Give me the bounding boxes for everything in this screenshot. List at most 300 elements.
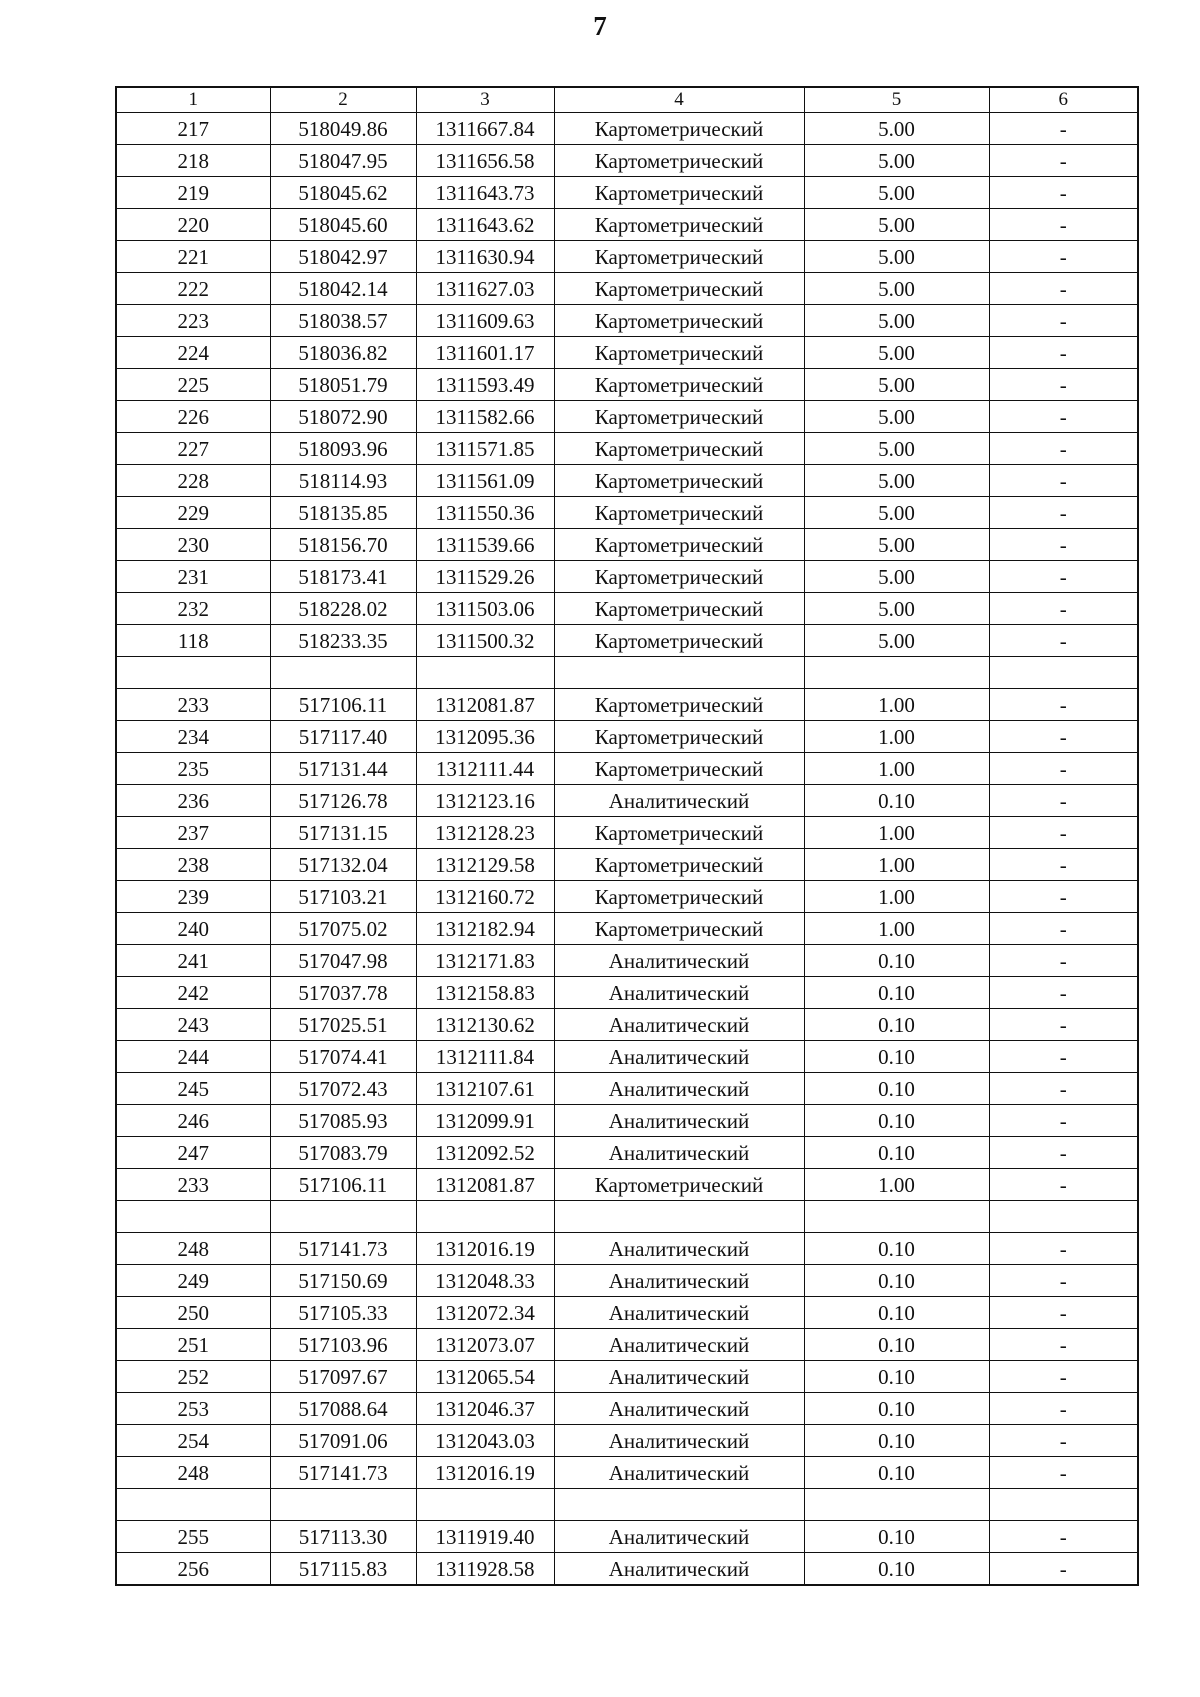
point-number-cell: 242 bbox=[116, 977, 270, 1009]
accuracy-cell: 1.00 bbox=[804, 913, 989, 945]
y-coordinate-cell bbox=[416, 657, 554, 689]
method-cell: Аналитический bbox=[554, 785, 804, 817]
table-row bbox=[116, 913, 1138, 945]
accuracy-cell: 0.10 bbox=[804, 1425, 989, 1457]
point-number-cell: 252 bbox=[116, 1361, 270, 1393]
table-row bbox=[116, 1073, 1138, 1105]
x-coordinate-cell: 518093.96 bbox=[270, 433, 416, 465]
point-number-cell: 255 bbox=[116, 1521, 270, 1553]
x-coordinate-cell: 518072.90 bbox=[270, 401, 416, 433]
accuracy-cell: 5.00 bbox=[804, 561, 989, 593]
x-coordinate-cell: 517097.67 bbox=[270, 1361, 416, 1393]
point-number-cell: 227 bbox=[116, 433, 270, 465]
accuracy-cell: 5.00 bbox=[804, 465, 989, 497]
x-coordinate-cell: 517072.43 bbox=[270, 1073, 416, 1105]
point-number-cell: 222 bbox=[116, 273, 270, 305]
header-cell-3: 3 bbox=[416, 87, 554, 113]
description-cell: - bbox=[989, 1425, 1138, 1457]
table-row bbox=[116, 401, 1138, 433]
table-row bbox=[116, 465, 1138, 497]
accuracy-cell: 0.10 bbox=[804, 1361, 989, 1393]
x-coordinate-cell: 517083.79 bbox=[270, 1137, 416, 1169]
method-cell: Картометрический bbox=[554, 465, 804, 497]
method-cell: Картометрический bbox=[554, 561, 804, 593]
y-coordinate-cell: 1312072.34 bbox=[416, 1297, 554, 1329]
method-cell: Картометрический bbox=[554, 369, 804, 401]
y-coordinate-cell: 1312016.19 bbox=[416, 1457, 554, 1489]
description-cell: - bbox=[989, 369, 1138, 401]
accuracy-cell: 0.10 bbox=[804, 1553, 989, 1586]
point-number-cell: 249 bbox=[116, 1265, 270, 1297]
header-cell-6: 6 bbox=[989, 87, 1138, 113]
y-coordinate-cell: 1311503.06 bbox=[416, 593, 554, 625]
x-coordinate-cell: 518036.82 bbox=[270, 337, 416, 369]
y-coordinate-cell: 1311550.36 bbox=[416, 497, 554, 529]
description-cell: - bbox=[989, 1265, 1138, 1297]
point-number-cell: 220 bbox=[116, 209, 270, 241]
description-cell: - bbox=[989, 1041, 1138, 1073]
page-number: 7 bbox=[593, 11, 607, 41]
x-coordinate-cell: 518042.97 bbox=[270, 241, 416, 273]
description-cell: - bbox=[989, 689, 1138, 721]
y-coordinate-cell: 1311609.63 bbox=[416, 305, 554, 337]
y-coordinate-cell: 1311667.84 bbox=[416, 113, 554, 145]
x-coordinate-cell: 517037.78 bbox=[270, 977, 416, 1009]
y-coordinate-cell: 1312065.54 bbox=[416, 1361, 554, 1393]
description-cell: - bbox=[989, 977, 1138, 1009]
y-coordinate-cell: 1312081.87 bbox=[416, 689, 554, 721]
table-row bbox=[116, 1425, 1138, 1457]
point-number-cell: 221 bbox=[116, 241, 270, 273]
y-coordinate-cell: 1312107.61 bbox=[416, 1073, 554, 1105]
x-coordinate-cell: 518233.35 bbox=[270, 625, 416, 657]
description-cell: - bbox=[989, 1169, 1138, 1201]
accuracy-cell: 0.10 bbox=[804, 1297, 989, 1329]
point-number-cell: 218 bbox=[116, 145, 270, 177]
y-coordinate-cell: 1312111.44 bbox=[416, 753, 554, 785]
accuracy-cell: 0.10 bbox=[804, 1137, 989, 1169]
table-row bbox=[116, 241, 1138, 273]
point-number-cell: 225 bbox=[116, 369, 270, 401]
description-cell: - bbox=[989, 401, 1138, 433]
accuracy-cell: 0.10 bbox=[804, 1073, 989, 1105]
description-cell bbox=[989, 1201, 1138, 1233]
method-cell: Картометрический bbox=[554, 849, 804, 881]
accuracy-cell: 0.10 bbox=[804, 977, 989, 1009]
point-number-cell: 223 bbox=[116, 305, 270, 337]
point-number-cell: 238 bbox=[116, 849, 270, 881]
table-row bbox=[116, 1521, 1138, 1553]
y-coordinate-cell: 1311656.58 bbox=[416, 145, 554, 177]
table-row bbox=[116, 1393, 1138, 1425]
point-number-cell: 235 bbox=[116, 753, 270, 785]
method-cell bbox=[554, 657, 804, 689]
point-number-cell: 232 bbox=[116, 593, 270, 625]
point-number-cell: 254 bbox=[116, 1425, 270, 1457]
y-coordinate-cell: 1311571.85 bbox=[416, 433, 554, 465]
accuracy-cell: 5.00 bbox=[804, 273, 989, 305]
x-coordinate-cell: 517117.40 bbox=[270, 721, 416, 753]
method-cell: Аналитический bbox=[554, 1521, 804, 1553]
description-cell: - bbox=[989, 113, 1138, 145]
accuracy-cell: 1.00 bbox=[804, 753, 989, 785]
table-row bbox=[116, 497, 1138, 529]
y-coordinate-cell: 1311627.03 bbox=[416, 273, 554, 305]
description-cell: - bbox=[989, 849, 1138, 881]
x-coordinate-cell: 517131.44 bbox=[270, 753, 416, 785]
x-coordinate-cell: 518173.41 bbox=[270, 561, 416, 593]
x-coordinate-cell: 518135.85 bbox=[270, 497, 416, 529]
point-number-cell: 253 bbox=[116, 1393, 270, 1425]
method-cell: Картометрический bbox=[554, 305, 804, 337]
point-number-cell bbox=[116, 1201, 270, 1233]
table-row bbox=[116, 817, 1138, 849]
method-cell: Картометрический bbox=[554, 177, 804, 209]
x-coordinate-cell: 517131.15 bbox=[270, 817, 416, 849]
table-row bbox=[116, 337, 1138, 369]
y-coordinate-cell: 1312043.03 bbox=[416, 1425, 554, 1457]
description-cell: - bbox=[989, 817, 1138, 849]
description-cell: - bbox=[989, 1457, 1138, 1489]
table-separator-row bbox=[116, 1489, 1138, 1521]
point-number-cell: 245 bbox=[116, 1073, 270, 1105]
x-coordinate-cell: 518228.02 bbox=[270, 593, 416, 625]
accuracy-cell: 5.00 bbox=[804, 337, 989, 369]
y-coordinate-cell: 1311539.66 bbox=[416, 529, 554, 561]
accuracy-cell: 0.10 bbox=[804, 1329, 989, 1361]
point-number-cell: 233 bbox=[116, 1169, 270, 1201]
header-cell-5: 5 bbox=[804, 87, 989, 113]
accuracy-cell: 0.10 bbox=[804, 1105, 989, 1137]
coordinates-table bbox=[115, 86, 1139, 1586]
point-number-cell: 118 bbox=[116, 625, 270, 657]
description-cell: - bbox=[989, 1297, 1138, 1329]
header-cell-1: 1 bbox=[116, 87, 270, 113]
y-coordinate-cell bbox=[416, 1201, 554, 1233]
accuracy-cell: 5.00 bbox=[804, 209, 989, 241]
description-cell: - bbox=[989, 625, 1138, 657]
y-coordinate-cell bbox=[416, 1489, 554, 1521]
method-cell: Аналитический bbox=[554, 1329, 804, 1361]
x-coordinate-cell: 517105.33 bbox=[270, 1297, 416, 1329]
method-cell: Аналитический bbox=[554, 1361, 804, 1393]
method-cell: Аналитический bbox=[554, 1425, 804, 1457]
method-cell: Аналитический bbox=[554, 1297, 804, 1329]
x-coordinate-cell: 518042.14 bbox=[270, 273, 416, 305]
header-cell-4: 4 bbox=[554, 87, 804, 113]
method-cell: Картометрический bbox=[554, 913, 804, 945]
table-separator-row bbox=[116, 657, 1138, 689]
table-row bbox=[116, 1009, 1138, 1041]
table-row bbox=[116, 209, 1138, 241]
table-row bbox=[116, 273, 1138, 305]
description-cell: - bbox=[989, 177, 1138, 209]
y-coordinate-cell: 1311928.58 bbox=[416, 1553, 554, 1586]
x-coordinate-cell: 517141.73 bbox=[270, 1457, 416, 1489]
method-cell: Картометрический bbox=[554, 721, 804, 753]
description-cell: - bbox=[989, 433, 1138, 465]
table-row bbox=[116, 689, 1138, 721]
method-cell: Картометрический bbox=[554, 433, 804, 465]
y-coordinate-cell: 1312073.07 bbox=[416, 1329, 554, 1361]
description-cell: - bbox=[989, 465, 1138, 497]
accuracy-cell: 1.00 bbox=[804, 849, 989, 881]
description-cell: - bbox=[989, 1105, 1138, 1137]
table-row bbox=[116, 369, 1138, 401]
description-cell: - bbox=[989, 1553, 1138, 1586]
accuracy-cell: 1.00 bbox=[804, 1169, 989, 1201]
x-coordinate-cell: 517106.11 bbox=[270, 1169, 416, 1201]
y-coordinate-cell: 1312095.36 bbox=[416, 721, 554, 753]
method-cell: Картометрический bbox=[554, 209, 804, 241]
method-cell: Аналитический bbox=[554, 1105, 804, 1137]
description-cell: - bbox=[989, 1521, 1138, 1553]
accuracy-cell: 5.00 bbox=[804, 369, 989, 401]
point-number-cell: 240 bbox=[116, 913, 270, 945]
y-coordinate-cell: 1311561.09 bbox=[416, 465, 554, 497]
point-number-cell: 224 bbox=[116, 337, 270, 369]
description-cell: - bbox=[989, 1329, 1138, 1361]
table-row bbox=[116, 593, 1138, 625]
point-number-cell: 246 bbox=[116, 1105, 270, 1137]
table-row bbox=[116, 113, 1138, 145]
point-number-cell: 248 bbox=[116, 1457, 270, 1489]
description-cell: - bbox=[989, 337, 1138, 369]
description-cell: - bbox=[989, 1393, 1138, 1425]
method-cell: Картометрический bbox=[554, 689, 804, 721]
y-coordinate-cell: 1312182.94 bbox=[416, 913, 554, 945]
y-coordinate-cell: 1311630.94 bbox=[416, 241, 554, 273]
description-cell: - bbox=[989, 1009, 1138, 1041]
point-number-cell: 250 bbox=[116, 1297, 270, 1329]
y-coordinate-cell: 1312092.52 bbox=[416, 1137, 554, 1169]
table-row bbox=[116, 1265, 1138, 1297]
x-coordinate-cell: 518156.70 bbox=[270, 529, 416, 561]
description-cell: - bbox=[989, 721, 1138, 753]
accuracy-cell: 0.10 bbox=[804, 1393, 989, 1425]
table-row bbox=[116, 433, 1138, 465]
x-coordinate-cell: 517126.78 bbox=[270, 785, 416, 817]
method-cell: Аналитический bbox=[554, 1393, 804, 1425]
accuracy-cell: 0.10 bbox=[804, 1233, 989, 1265]
accuracy-cell bbox=[804, 1489, 989, 1521]
x-coordinate-cell: 518051.79 bbox=[270, 369, 416, 401]
point-number-cell: 256 bbox=[116, 1553, 270, 1586]
y-coordinate-cell: 1312160.72 bbox=[416, 881, 554, 913]
method-cell: Картометрический bbox=[554, 497, 804, 529]
y-coordinate-cell: 1311601.17 bbox=[416, 337, 554, 369]
table-body bbox=[116, 87, 1138, 1585]
method-cell bbox=[554, 1201, 804, 1233]
description-cell: - bbox=[989, 1233, 1138, 1265]
method-cell: Аналитический bbox=[554, 1553, 804, 1586]
table-row bbox=[116, 305, 1138, 337]
accuracy-cell: 0.10 bbox=[804, 1457, 989, 1489]
table-header-row bbox=[116, 87, 1138, 113]
description-cell bbox=[989, 1489, 1138, 1521]
accuracy-cell: 5.00 bbox=[804, 529, 989, 561]
method-cell: Аналитический bbox=[554, 1137, 804, 1169]
method-cell: Картометрический bbox=[554, 881, 804, 913]
x-coordinate-cell: 517115.83 bbox=[270, 1553, 416, 1586]
description-cell: - bbox=[989, 1073, 1138, 1105]
y-coordinate-cell: 1312111.84 bbox=[416, 1041, 554, 1073]
table-row bbox=[116, 177, 1138, 209]
description-cell: - bbox=[989, 145, 1138, 177]
point-number-cell bbox=[116, 1489, 270, 1521]
description-cell: - bbox=[989, 785, 1138, 817]
method-cell: Картометрический bbox=[554, 1169, 804, 1201]
table-row bbox=[116, 1169, 1138, 1201]
x-coordinate-cell: 518114.93 bbox=[270, 465, 416, 497]
x-coordinate-cell: 517150.69 bbox=[270, 1265, 416, 1297]
x-coordinate-cell: 517113.30 bbox=[270, 1521, 416, 1553]
description-cell: - bbox=[989, 753, 1138, 785]
method-cell: Картометрический bbox=[554, 817, 804, 849]
accuracy-cell: 0.10 bbox=[804, 945, 989, 977]
x-coordinate-cell bbox=[270, 657, 416, 689]
point-number-cell: 244 bbox=[116, 1041, 270, 1073]
y-coordinate-cell: 1312046.37 bbox=[416, 1393, 554, 1425]
description-cell: - bbox=[989, 209, 1138, 241]
x-coordinate-cell: 517075.02 bbox=[270, 913, 416, 945]
y-coordinate-cell: 1312129.58 bbox=[416, 849, 554, 881]
x-coordinate-cell: 518045.62 bbox=[270, 177, 416, 209]
x-coordinate-cell bbox=[270, 1489, 416, 1521]
method-cell: Картометрический bbox=[554, 113, 804, 145]
description-cell: - bbox=[989, 305, 1138, 337]
accuracy-cell: 1.00 bbox=[804, 817, 989, 849]
table-row bbox=[116, 1233, 1138, 1265]
y-coordinate-cell: 1311643.62 bbox=[416, 209, 554, 241]
method-cell: Картометрический bbox=[554, 625, 804, 657]
x-coordinate-cell: 518038.57 bbox=[270, 305, 416, 337]
x-coordinate-cell: 517091.06 bbox=[270, 1425, 416, 1457]
point-number-cell: 229 bbox=[116, 497, 270, 529]
point-number-cell: 251 bbox=[116, 1329, 270, 1361]
method-cell: Картометрический bbox=[554, 241, 804, 273]
table-row bbox=[116, 145, 1138, 177]
description-cell: - bbox=[989, 1361, 1138, 1393]
description-cell: - bbox=[989, 241, 1138, 273]
point-number-cell bbox=[116, 657, 270, 689]
table-row bbox=[116, 1361, 1138, 1393]
table-row bbox=[116, 625, 1138, 657]
header-cell-2: 2 bbox=[270, 87, 416, 113]
method-cell: Картометрический bbox=[554, 273, 804, 305]
y-coordinate-cell: 1312171.83 bbox=[416, 945, 554, 977]
point-number-cell: 241 bbox=[116, 945, 270, 977]
method-cell: Картометрический bbox=[554, 401, 804, 433]
point-number-cell: 219 bbox=[116, 177, 270, 209]
table-row bbox=[116, 1553, 1138, 1586]
description-cell: - bbox=[989, 593, 1138, 625]
table-row bbox=[116, 1137, 1138, 1169]
description-cell: - bbox=[989, 561, 1138, 593]
accuracy-cell: 5.00 bbox=[804, 241, 989, 273]
accuracy-cell: 5.00 bbox=[804, 401, 989, 433]
description-cell: - bbox=[989, 273, 1138, 305]
method-cell: Картометрический bbox=[554, 753, 804, 785]
y-coordinate-cell: 1312016.19 bbox=[416, 1233, 554, 1265]
table-row bbox=[116, 753, 1138, 785]
accuracy-cell: 5.00 bbox=[804, 177, 989, 209]
method-cell: Аналитический bbox=[554, 1041, 804, 1073]
table-row bbox=[116, 881, 1138, 913]
description-cell: - bbox=[989, 945, 1138, 977]
x-coordinate-cell bbox=[270, 1201, 416, 1233]
x-coordinate-cell: 517141.73 bbox=[270, 1233, 416, 1265]
x-coordinate-cell: 518047.95 bbox=[270, 145, 416, 177]
y-coordinate-cell: 1312081.87 bbox=[416, 1169, 554, 1201]
x-coordinate-cell: 517074.41 bbox=[270, 1041, 416, 1073]
accuracy-cell: 5.00 bbox=[804, 625, 989, 657]
table-row bbox=[116, 1457, 1138, 1489]
accuracy-cell: 5.00 bbox=[804, 305, 989, 337]
description-cell: - bbox=[989, 881, 1138, 913]
accuracy-cell: 5.00 bbox=[804, 145, 989, 177]
accuracy-cell: 5.00 bbox=[804, 593, 989, 625]
method-cell: Картометрический bbox=[554, 593, 804, 625]
point-number-cell: 230 bbox=[116, 529, 270, 561]
y-coordinate-cell: 1311919.40 bbox=[416, 1521, 554, 1553]
method-cell: Аналитический bbox=[554, 977, 804, 1009]
table-row bbox=[116, 849, 1138, 881]
point-number-cell: 236 bbox=[116, 785, 270, 817]
accuracy-cell: 5.00 bbox=[804, 113, 989, 145]
y-coordinate-cell: 1312158.83 bbox=[416, 977, 554, 1009]
y-coordinate-cell: 1311643.73 bbox=[416, 177, 554, 209]
point-number-cell: 247 bbox=[116, 1137, 270, 1169]
method-cell: Аналитический bbox=[554, 1009, 804, 1041]
y-coordinate-cell: 1312130.62 bbox=[416, 1009, 554, 1041]
y-coordinate-cell: 1311582.66 bbox=[416, 401, 554, 433]
description-cell: - bbox=[989, 497, 1138, 529]
point-number-cell: 226 bbox=[116, 401, 270, 433]
x-coordinate-cell: 518045.60 bbox=[270, 209, 416, 241]
x-coordinate-cell: 517025.51 bbox=[270, 1009, 416, 1041]
table-row bbox=[116, 977, 1138, 1009]
method-cell: Аналитический bbox=[554, 1265, 804, 1297]
method-cell: Аналитический bbox=[554, 945, 804, 977]
table-separator-row bbox=[116, 1201, 1138, 1233]
table-row bbox=[116, 561, 1138, 593]
y-coordinate-cell: 1311500.32 bbox=[416, 625, 554, 657]
method-cell: Аналитический bbox=[554, 1457, 804, 1489]
description-cell: - bbox=[989, 1137, 1138, 1169]
accuracy-cell: 5.00 bbox=[804, 433, 989, 465]
accuracy-cell: 5.00 bbox=[804, 497, 989, 529]
description-cell: - bbox=[989, 529, 1138, 561]
x-coordinate-cell: 517103.21 bbox=[270, 881, 416, 913]
table-row bbox=[116, 785, 1138, 817]
point-number-cell: 237 bbox=[116, 817, 270, 849]
accuracy-cell: 1.00 bbox=[804, 881, 989, 913]
accuracy-cell: 1.00 bbox=[804, 689, 989, 721]
x-coordinate-cell: 517106.11 bbox=[270, 689, 416, 721]
method-cell: Картометрический bbox=[554, 529, 804, 561]
y-coordinate-cell: 1311593.49 bbox=[416, 369, 554, 401]
y-coordinate-cell: 1312128.23 bbox=[416, 817, 554, 849]
x-coordinate-cell: 518049.86 bbox=[270, 113, 416, 145]
method-cell: Картометрический bbox=[554, 337, 804, 369]
accuracy-cell: 0.10 bbox=[804, 1521, 989, 1553]
description-cell: - bbox=[989, 913, 1138, 945]
accuracy-cell: 0.10 bbox=[804, 1265, 989, 1297]
point-number-cell: 239 bbox=[116, 881, 270, 913]
y-coordinate-cell: 1312123.16 bbox=[416, 785, 554, 817]
point-number-cell: 228 bbox=[116, 465, 270, 497]
